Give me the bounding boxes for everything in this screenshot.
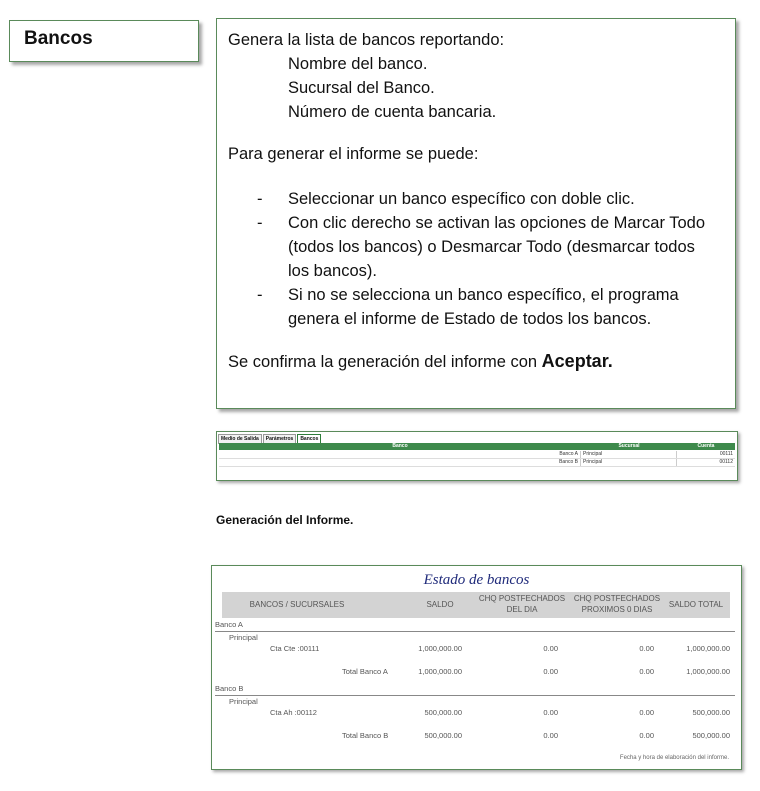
instructions-list xyxy=(257,187,717,331)
bank-b-branch: Principal xyxy=(229,697,258,706)
report-footer: Fecha y hora de elaboración del informe. xyxy=(619,755,729,761)
report-header xyxy=(222,592,730,618)
report-title: Estado de bancos xyxy=(423,572,530,588)
header-bancos: BANCOS / SUCURSALES xyxy=(249,600,345,609)
bank-b-account: Cta Ah :00112 xyxy=(270,708,317,717)
report-item-branch: Sucursal del Banco. xyxy=(288,79,435,97)
confirm-text: Se confirma la generación del informe con Aceptar. xyxy=(228,351,613,371)
header-chq-prox-2: PROXIMOS 0 DIAS xyxy=(581,605,653,614)
how-to-text: Para generar el informe se puede: xyxy=(228,145,479,163)
tab-bancos[interactable]: Bancos xyxy=(297,434,321,444)
bank-a-branch: Principal xyxy=(229,633,258,642)
bank-a-name: Banco A xyxy=(215,620,243,629)
report-item-account: Número de cuenta bancaria. xyxy=(288,103,497,121)
tab-medio-salida[interactable]: Medio de Salida xyxy=(218,434,262,444)
bank-grid-screenshot xyxy=(216,431,738,481)
header-saldo-total: SALDO TOTAL xyxy=(668,600,724,609)
report-preview: Estado de bancos BANCOS / SUCURSALES SALDO CHQ POSTFECHADOS DEL DIA CHQ POSTFECHADOS PROXIMOS 0 DIAS SALDO TOTAL Banco A Principal Cta Cte :00111 1,000,000.00 0.00 0.00 1,000,000.00 Total Banco A 1,000,000.00 0.00 0.00 1,000,000.00 Banco B Principal Cta Ah :00112 500,000.00 0.00 0.00 500,000.00 Total Banco B 500,000.00 0.00 0.00 500,000.00 Fecha y hora de elaboración del informe. xyxy=(211,565,742,770)
header-chq-prox-1: CHQ POSTFECHADOS xyxy=(573,594,661,603)
accept-label: Aceptar. xyxy=(541,351,613,371)
table-row[interactable]: Banco A Principal 00111 xyxy=(219,451,735,459)
section-title-box xyxy=(9,20,199,62)
section-title: Bancos xyxy=(24,28,93,49)
intro-text: Genera la lista de bancos reportando: xyxy=(228,31,505,49)
col-cuenta: Cuenta xyxy=(697,443,715,449)
header-chq-dia-2: DEL DIA xyxy=(506,605,538,614)
bank-a-total-label: Total Banco A xyxy=(342,667,388,676)
header-saldo: SALDO xyxy=(426,600,454,609)
instruction-item: - Seleccionar un banco específico con doble clic. xyxy=(257,190,635,208)
bank-a-account: Cta Cte :00111 xyxy=(270,644,320,653)
divider xyxy=(215,631,735,632)
bank-b-name: Banco B xyxy=(215,684,244,693)
bank-b-total-label: Total Banco B xyxy=(342,731,389,740)
report-item-bank-name: Nombre del banco. xyxy=(288,55,428,73)
table-row[interactable]: Banco B Principal 00112 xyxy=(219,459,735,467)
section-caption: Generación del Informe. xyxy=(216,513,354,527)
instruction-item: - Con clic derecho se activan las opciones de Marcar Todo (todos los bancos) o Desmarcar Todo (desmarcar todos los bancos). xyxy=(257,214,706,280)
header-chq-dia-1: CHQ POSTFECHADOS xyxy=(478,594,566,603)
col-sucursal: Sucursal xyxy=(618,443,640,449)
instruction-item: - Si no se selecciona un banco específico, el programa genera el informe de Estado de todos los bancos. xyxy=(257,286,679,328)
divider xyxy=(215,695,735,696)
tab-parametros[interactable]: Parámetros xyxy=(263,434,297,444)
col-banco: Banco xyxy=(392,443,408,449)
grid-header xyxy=(219,443,735,450)
description-box xyxy=(216,18,736,409)
